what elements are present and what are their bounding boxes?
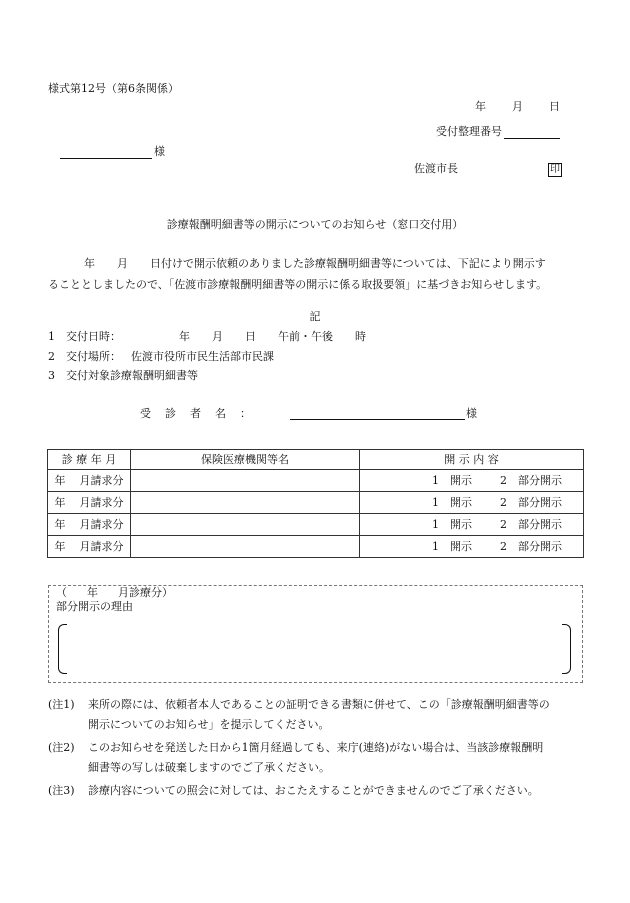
option-partial[interactable]: 2 部分開示 bbox=[500, 517, 562, 531]
item-label: 交付場所： bbox=[66, 350, 121, 363]
body-line-2: ることとしましたので、「佐渡市診療報酬明細書等の開示に係る取扱要領」に基づきお知らせします。 bbox=[48, 278, 548, 291]
issuer bbox=[414, 162, 562, 177]
issue-date bbox=[475, 100, 560, 114]
header-disclosure-content: 開 示 内 容 bbox=[360, 450, 584, 470]
note-tag: (注2) bbox=[48, 741, 75, 754]
header-institution-name: 保険医療機関等名 bbox=[131, 450, 360, 470]
mayor-label: 佐渡市長 bbox=[414, 162, 458, 175]
item-label: 交付対象診療報酬明細書等 bbox=[66, 369, 198, 382]
note-line-1: 来所の際には、依頼者本人であることの証明できる書類に併せて、この「診療報酬明細書等の bbox=[88, 698, 550, 711]
item-value: 佐渡市役所市民生活部市民課 bbox=[131, 350, 274, 363]
patient-suffix: 様 bbox=[466, 407, 477, 420]
note-line-2: 開示についてのお知らせ」を提示してください。 bbox=[88, 718, 330, 731]
date-day-label: 日 bbox=[549, 100, 560, 113]
item-number: 1 bbox=[48, 330, 55, 343]
partial-disclosure-period: （ 年 月診療分） bbox=[56, 586, 173, 599]
option-partial[interactable]: 2 部分開示 bbox=[500, 473, 562, 487]
note-1 bbox=[48, 695, 593, 735]
addressee bbox=[60, 145, 165, 159]
date-year-label: 年 bbox=[475, 100, 486, 113]
institution-name-cell[interactable] bbox=[131, 514, 360, 536]
document-title: 診療報酬明細書等の開示についてのお知らせ（窓口交付用） bbox=[166, 218, 464, 231]
table-row bbox=[48, 514, 584, 536]
ki-heading: 記 bbox=[309, 310, 321, 323]
option-full[interactable]: 1 開示 bbox=[432, 473, 472, 487]
note-line-1: このお知らせを発送した日から1箇月経過しても、来庁(連絡)がない場合は、当該診療報酬明 bbox=[88, 741, 544, 754]
item-number: 3 bbox=[48, 369, 55, 382]
item-value: 年 月 日 午前・午後 時 bbox=[179, 330, 366, 343]
note-line-2: 細書等の写しは破棄しますのでご了承ください。 bbox=[88, 761, 330, 774]
disclosure-content-cell[interactable] bbox=[360, 492, 584, 514]
note-3 bbox=[48, 781, 593, 801]
date-month-label: 月 bbox=[512, 100, 523, 113]
table-row bbox=[48, 492, 584, 514]
option-full[interactable]: 1 開示 bbox=[432, 517, 472, 531]
item-delivery-place bbox=[48, 350, 274, 364]
item-number: 2 bbox=[48, 350, 55, 363]
disclosure-content-cell[interactable] bbox=[360, 470, 584, 492]
reception-number bbox=[436, 125, 560, 139]
note-tag: (注1) bbox=[48, 698, 75, 711]
form-number: 様式第12号（第6条関係） bbox=[48, 82, 179, 95]
disclosure-table bbox=[47, 449, 584, 558]
note-tag: (注3) bbox=[48, 784, 75, 797]
option-full[interactable]: 1 開示 bbox=[432, 539, 472, 553]
option-partial[interactable]: 2 部分開示 bbox=[500, 495, 562, 509]
item-delivery-datetime bbox=[48, 330, 366, 344]
item-label: 交付日時： bbox=[66, 330, 121, 343]
seal-mark: 印 bbox=[550, 164, 560, 175]
reason-bracket-left bbox=[58, 624, 67, 674]
table-row bbox=[48, 536, 584, 558]
body-month-label: 月 bbox=[117, 257, 128, 270]
institution-name-cell[interactable] bbox=[131, 492, 360, 514]
table-row bbox=[48, 470, 584, 492]
option-full[interactable]: 1 開示 bbox=[432, 495, 472, 509]
header-treatment-month: 診 療 年 月 bbox=[48, 450, 131, 470]
note-2 bbox=[48, 738, 593, 778]
treatment-month-cell[interactable]: 年 月請求分 bbox=[48, 492, 131, 514]
body-paragraph bbox=[48, 253, 588, 295]
disclosure-content-cell[interactable] bbox=[360, 514, 584, 536]
reason-bracket-right bbox=[562, 624, 571, 674]
table-header-row bbox=[48, 450, 584, 470]
addressee-suffix: 様 bbox=[154, 145, 165, 158]
item-target-documents bbox=[48, 369, 198, 383]
patient-name-blank[interactable] bbox=[290, 419, 465, 420]
treatment-month-cell[interactable]: 年 月請求分 bbox=[48, 536, 131, 558]
body-year-label: 年 bbox=[84, 257, 95, 270]
reception-number-blank[interactable] bbox=[504, 126, 560, 139]
treatment-month-cell[interactable]: 年 月請求分 bbox=[48, 470, 131, 492]
partial-disclosure-reason-label: 部分開示の理由 bbox=[56, 600, 133, 613]
institution-name-cell[interactable] bbox=[131, 536, 360, 558]
treatment-month-cell[interactable]: 年 月請求分 bbox=[48, 514, 131, 536]
body-line-1: 日付けで開示依頼のありました診療報酬明細書等については、下記により開示す bbox=[150, 257, 546, 270]
option-partial[interactable]: 2 部分開示 bbox=[500, 539, 562, 553]
addressee-name-blank[interactable] bbox=[60, 146, 152, 159]
reception-number-label: 受付整理番号 bbox=[436, 125, 502, 138]
institution-name-cell[interactable] bbox=[131, 470, 360, 492]
patient-name-label: 受診者名： bbox=[140, 407, 265, 420]
disclosure-content-cell[interactable] bbox=[360, 536, 584, 558]
note-line-1: 診療内容についての照会に対しては、おこたえすることができませんのでご了承ください。 bbox=[88, 784, 539, 797]
